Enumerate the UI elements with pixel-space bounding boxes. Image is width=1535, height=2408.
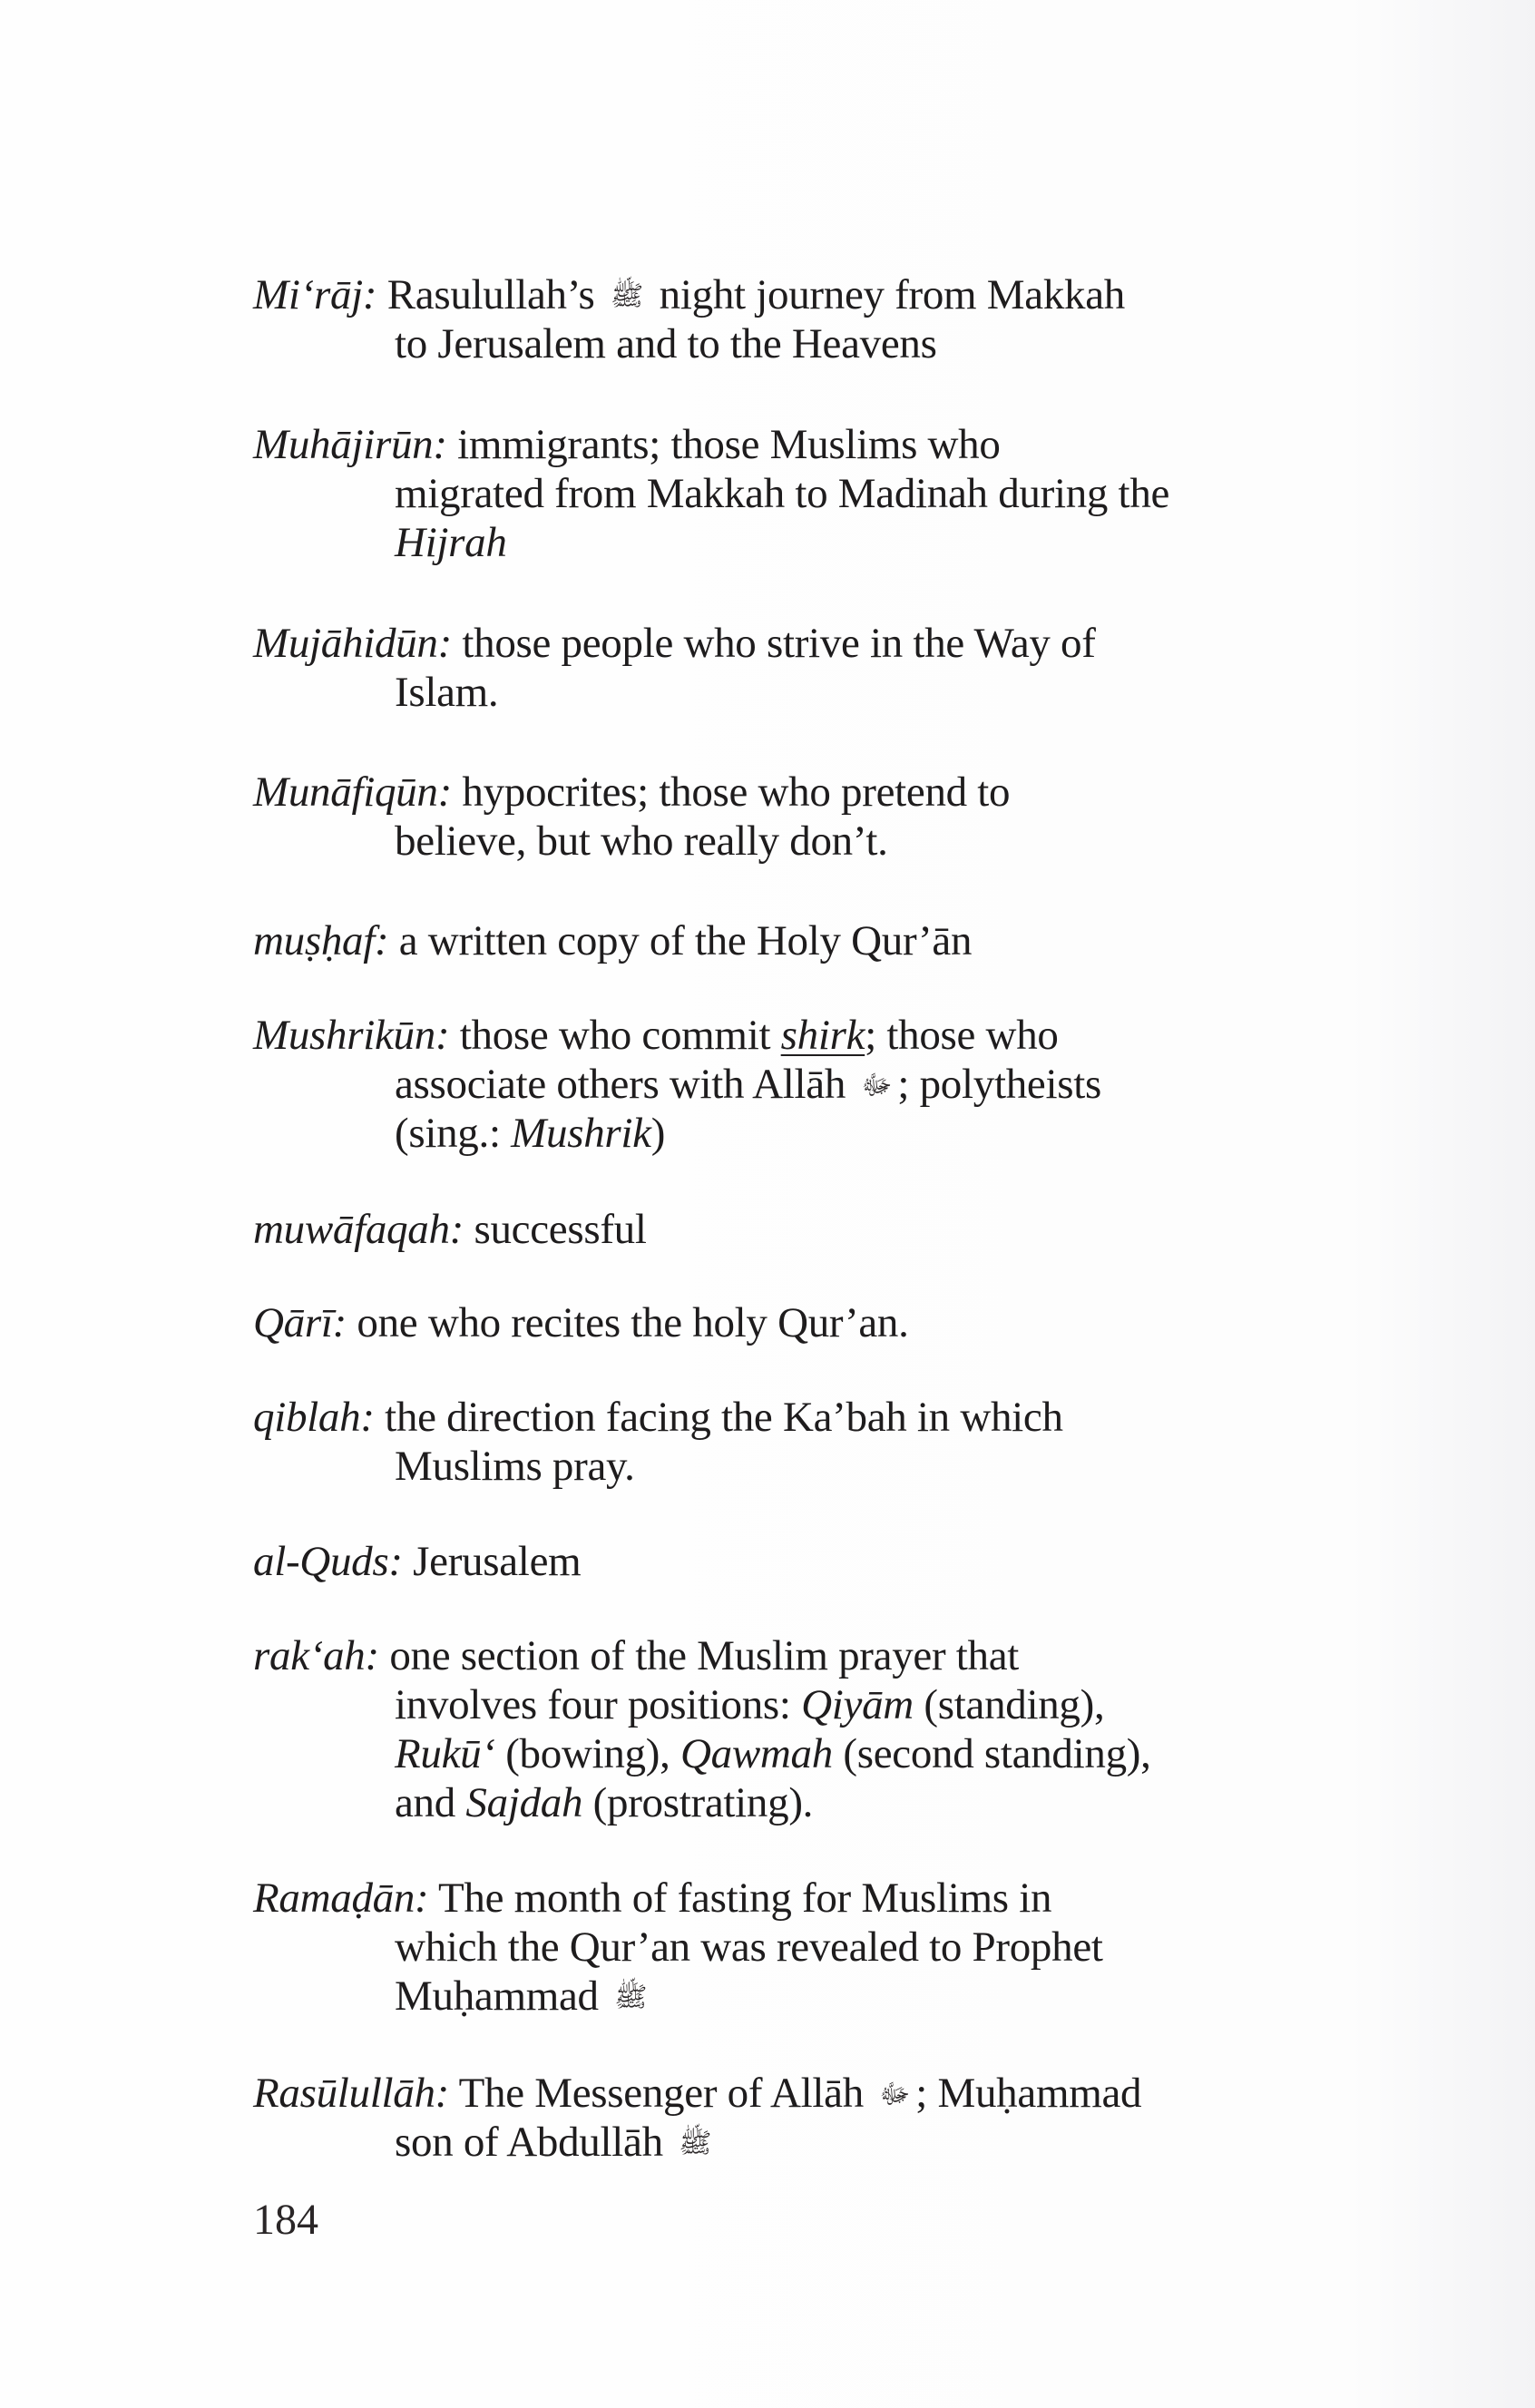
glossary-entry-qiblah <box>253 1393 1342 1491</box>
definition-text: migrated from Makkah to Madinah during the <box>395 470 1170 517</box>
definition-text: Muḥammad <box>395 1972 599 2020</box>
definition-text: Jerusalem <box>413 1538 582 1585</box>
definition-text: ) <box>650 1110 666 1157</box>
glossary-term: Rasūlullāh: <box>253 2070 450 2117</box>
glossary-term: qiblah: <box>253 1394 375 1441</box>
subhanahu-honorific-icon: ﷻ <box>861 1071 893 1101</box>
glossary-entry-qari <box>253 1298 1342 1347</box>
glossary-entry-al-quds <box>253 1537 1342 1586</box>
definition-text: ; those who <box>865 1012 1059 1059</box>
glossary-entry-mujahidun <box>253 619 1342 717</box>
page-number: 184 <box>253 2196 318 2244</box>
definition-term-italic: Sajdah <box>465 1779 583 1826</box>
definition-term-italic: Mushrik <box>511 1110 651 1157</box>
salla-honorific-icon: ﷺ <box>610 281 644 311</box>
definition-text: (prostrating). <box>592 1779 814 1826</box>
glossary-term: Qārī: <box>253 1299 347 1346</box>
definition-text: those who commit <box>459 1012 771 1059</box>
definition-text: believe, but who really don’t. <box>395 817 888 865</box>
definition-text: Muslims pray. <box>395 1443 635 1490</box>
glossary-term: rak‘ah: <box>253 1632 379 1679</box>
definition-text: (second standing), <box>843 1730 1151 1777</box>
glossary-entry-muwafaqah <box>253 1205 1342 1254</box>
glossary-entry-ramadan <box>253 1874 1342 2021</box>
salla-honorific-icon: ﷺ <box>614 1982 648 2012</box>
definition-text: which the Qur’an was revealed to Prophet <box>395 1923 1103 1971</box>
glossary-entry-rakah <box>253 1631 1342 1827</box>
definition-text: involves four positions: <box>395 1681 791 1728</box>
definition-text: The Messenger of Allāh <box>458 2070 864 2117</box>
definition-text: The month of fasting for Muslims in <box>438 1875 1052 1922</box>
glossary-term: muwāfaqah: <box>253 1206 464 1253</box>
glossary-term: Mi‘rāj: <box>253 271 377 318</box>
glossary-term: al-Quds: <box>253 1538 403 1585</box>
definition-text: a written copy of the Holy Qur’ān <box>398 917 973 964</box>
definition-text: one section of the Muslim prayer that <box>389 1632 1020 1679</box>
definition-term-italic: Qawmah <box>680 1730 833 1777</box>
salla-honorific-icon: ﷺ <box>679 2129 712 2158</box>
definition-text: ; Muḥammad <box>915 2070 1142 2117</box>
glossary-entry-munafiqun <box>253 768 1342 866</box>
subhanahu-honorific-icon: ﷻ <box>879 2080 911 2109</box>
definition-term-italic: shirk <box>780 1012 865 1059</box>
definition-term-italic: Qiyām <box>801 1681 914 1728</box>
glossary-entry-muhajirun <box>253 420 1342 567</box>
definition-text: to Jerusalem and to the Heavens <box>395 320 937 367</box>
glossary-term: Muhājirūn: <box>253 421 447 468</box>
definition-text: (standing), <box>924 1681 1105 1728</box>
definition-text: night journey from Makkah <box>659 271 1125 318</box>
glossary-term: muṣḥaf: <box>253 917 389 964</box>
glossary-entry-rasulullah <box>253 2069 1342 2167</box>
definition-text: the direction facing the Ka’bah in which <box>385 1394 1063 1441</box>
definition-text: son of Abdullāh <box>395 2119 663 2166</box>
definition-term-italic: Rukū‘ <box>395 1730 495 1777</box>
glossary-term: Ramaḍān: <box>253 1875 429 1922</box>
definition-text: successful <box>474 1206 647 1253</box>
glossary-entry-mushrikun <box>253 1011 1342 1158</box>
glossary-entry-miraj <box>253 270 1342 368</box>
definition-text: associate others with Allāh <box>395 1061 846 1108</box>
definition-text: (bowing), <box>505 1730 670 1777</box>
definition-text: Islam. <box>395 669 499 716</box>
definition-text: immigrants; those Muslims who <box>457 421 1001 468</box>
definition-term-italic: Hijrah <box>395 519 507 566</box>
definition-text: and <box>395 1779 455 1826</box>
glossary-term: Munāfiqūn: <box>253 768 452 816</box>
definition-text: hypocrites; those who pretend to <box>462 768 1011 816</box>
glossary-entry-mushaf <box>253 916 1342 965</box>
definition-text: (sing.: <box>395 1110 501 1157</box>
glossary-term: Mushrikūn: <box>253 1012 450 1059</box>
definition-text: Rasulullah’s <box>386 271 595 318</box>
definition-text: those people who strive in the Way of <box>462 620 1096 667</box>
glossary-term: Mujāhidūn: <box>253 620 452 667</box>
definition-text: ; polytheists <box>897 1061 1101 1108</box>
definition-text: one who recites the holy Qur’an. <box>357 1299 909 1346</box>
